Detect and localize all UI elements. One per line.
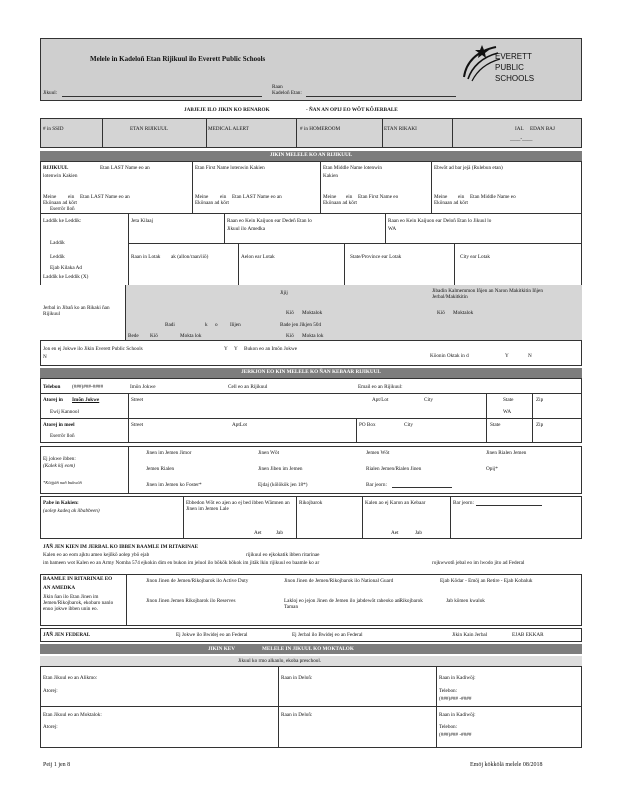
bade-jik-label: Bade jen Jikjen 504: [280, 322, 322, 328]
aelon-lotak-label: Aelon ear Lotak: [241, 254, 275, 260]
addr-row-bottom: [40, 418, 582, 419]
raan-delon-1: Raan in Deloñ:: [281, 675, 313, 681]
pabe-div-3: [362, 496, 363, 539]
phone-row-bottom: [40, 393, 582, 394]
mokta-option-3[interactable]: Mokta lok: [180, 333, 202, 339]
zip-label: Zip: [536, 397, 544, 403]
phone-1[interactable]: (###)### -####: [439, 696, 472, 702]
ekonaan-label: Ekōnaan ad kōrt: [43, 200, 77, 206]
military-opt-6: /Rikojbarok: [398, 598, 423, 604]
jerbal-text: Jerbal in Jibañ ko an Rikaki ñan Rijikuul: [43, 305, 110, 317]
bede-label: Bede: [128, 333, 139, 339]
first-name-label: Etan First Name lotenwin Kakien: [195, 165, 265, 171]
military-line-1b: rijikuul eo ejkokatik ibben ritarinae: [246, 552, 320, 558]
living-opt-10[interactable]: Ejdaj (kōlōkōk jen 18*): [258, 482, 308, 488]
meine-label-4: Meine: [434, 194, 448, 200]
name-div-3: [431, 161, 432, 213]
pabe-note: (aolep kadeq ak ilbabbeen): [43, 508, 100, 514]
pabe-label: Pabe in Kakien:: [43, 500, 79, 506]
name-div-1: [192, 161, 193, 213]
etan-first-kakien-3: Etan First Name eo: [358, 194, 399, 200]
bar-jeorn-label: Bar jeorn:: [453, 500, 474, 506]
n-option-left[interactable]: N: [43, 354, 47, 360]
contact-frame: [40, 378, 582, 443]
office-divider-4: [382, 118, 383, 148]
ej-jokwe-label: Ej jokwe ibben:: [43, 456, 76, 462]
k-label: k: [205, 322, 208, 328]
schools-div-1: [278, 666, 279, 748]
po-box-label: PO Box: [359, 422, 376, 428]
office-divider-2: [206, 118, 207, 148]
jab-option-1[interactable]: Jab: [276, 530, 283, 536]
state-lotak-label: State/Province ear Lotak: [350, 254, 402, 260]
middle-name-label: Etan Middle Name lotenwin: [323, 165, 382, 171]
y-option-1[interactable]: Y: [224, 346, 228, 352]
jeta-kilaaj-label: Jeta Kilaaj: [131, 218, 154, 224]
state-label-2: State: [490, 422, 501, 428]
amedka-label: Jikuul ilo Amedka: [227, 226, 266, 232]
living-opt-5[interactable]: Jemen Rialen: [146, 466, 175, 472]
ial-label: IAL: [515, 126, 524, 132]
baamle-head: BAAMLE IN RITARINAE EO: [43, 576, 113, 582]
living-div: [128, 446, 129, 494]
kio-option-3[interactable]: Kiō: [150, 333, 158, 339]
kalen-text: Kalen ao ej Karon an Kebaar: [365, 500, 426, 506]
atorej-2: Atorej:: [43, 724, 58, 730]
military-opt-4-text: Jinon Jinen Jemen Rikojbarok ilo Reserves: [146, 598, 236, 604]
meine-label-3: Meine: [323, 194, 337, 200]
edan-baj-blank[interactable]: ____-____: [510, 136, 533, 142]
pabe-div-1: [183, 496, 184, 539]
services-div: [125, 285, 126, 340]
military-opt-7[interactable]: Jab kōmen kwalok: [446, 598, 485, 604]
email-label: Email eo an Rijikuul:: [358, 384, 403, 390]
jikin-desc: [43, 594, 123, 612]
living-opt-4[interactable]: Jinen Rialen Jemen: [486, 450, 527, 456]
y-option-3[interactable]: Y: [505, 353, 509, 359]
addr-div-2: [356, 418, 357, 443]
eserror-label: Eserrōr lloñ: [50, 206, 75, 212]
state-label: State: [503, 397, 514, 403]
living-opt-8[interactable]: Opij*: [486, 466, 498, 472]
atorej-1: Atorej:: [43, 688, 58, 694]
y-option-2[interactable]: Y: [234, 346, 238, 352]
middle-kakien-label: Kakien: [323, 173, 338, 179]
living-opt-11[interactable]: Bar jeorn:: [366, 482, 387, 488]
jikin-desc-text: Jikin ñan ilo Etan Jinen im Jemen/Rikojbarok, ekobaro nanlo enuo jokwe ibben unin eo.: [43, 594, 114, 612]
federal-opt-1[interactable]: Ej Jokwe ilo Bwidej eo an Federal: [176, 632, 248, 638]
office-title-right: - ÑAN AN OPIJ EO WŌT KŌJERBALE: [306, 107, 398, 113]
office-frame: [40, 118, 582, 148]
services-row-bottom: [40, 340, 582, 341]
raan-delon-2: Raan in Deloñ:: [281, 712, 313, 718]
ebwot-label: Ebwōt ad bar jejā (Rulebun etan): [434, 165, 503, 171]
birth-div-2: [344, 243, 345, 285]
raan-keln-jikuul: Raan eo Kein Kaijuon ear Deloñ Etan lo Jikuul lo: [388, 218, 492, 224]
last-name-label: Etan LAST Name eo an: [100, 165, 150, 171]
federal-opt-2[interactable]: Ej Jerbal ilo Bwidej eo an Federal: [292, 632, 363, 638]
raan-kadiwoj-2: Raan in Kadiwōj:: [439, 712, 476, 718]
revised-date: Emōj kōkkōlā melele 08/2018: [470, 762, 543, 768]
bar-jeorn-line[interactable]: [476, 505, 542, 506]
ekonaan-label-4: Ekōnaan ad kōrt: [434, 200, 468, 206]
ejab-kilaka-option[interactable]: Ejab Kilaka Ad: [50, 265, 82, 271]
military-opt-4[interactable]: [146, 598, 276, 604]
kalen-label: [365, 500, 449, 506]
kio-option-4[interactable]: Kiō: [286, 333, 294, 339]
ijen-label: Iñjen: [230, 322, 241, 328]
schools-band-title: MELELE IN JIKUUL KO MOKTALOK: [262, 646, 354, 652]
military-opt-2[interactable]: [284, 578, 424, 584]
raan-kadiwoj-1: Raan in Kadiwōj:: [439, 675, 476, 681]
logo-text-2: PUBLIC: [495, 63, 524, 72]
military-opt-3[interactable]: [440, 578, 550, 584]
homeroom-label: # in HOMEROOM: [300, 126, 341, 132]
office-divider-3: [296, 118, 297, 148]
street-label-2: Street: [131, 422, 144, 428]
schools-sub: Jikuul ko rmo alkanlo, ekoba preschool.: [238, 658, 322, 664]
military-opt-2-text: Jinon Jinen de Jemen/Rikojbarok ilo National Guard: [284, 578, 394, 584]
name-div-2: [320, 161, 321, 213]
kio-option[interactable]: Kiō: [286, 310, 294, 316]
raan-line[interactable]: [306, 96, 456, 97]
military-line-2a: im bameen wot Kalen eo an Army Nomba 574 ejkokin dim en bukon im jeluol ilo bōkōk bōkok im jitāk lkin rijikuul eo baamle ko ar: [43, 560, 320, 566]
imon-jokwe-label-2: Imōn Jokwe: [72, 397, 100, 403]
rikojbarok-label: Rikojbarok: [299, 500, 323, 506]
bukon-label: Bukon eo an Imōn Jokwe: [244, 346, 298, 352]
grade-row-bottom: [128, 243, 582, 244]
living-opt-1[interactable]: Jinen im Jemen Jimor: [146, 450, 192, 456]
laddik-ke-label: Laddik ke Leddik (X): [43, 274, 89, 280]
o-label: o: [215, 322, 218, 328]
city-lotak-label: City ear Lotak: [460, 254, 490, 260]
amedka-head: AN AMEDKA: [43, 585, 76, 591]
zip-label-2: Zip: [536, 422, 544, 428]
raan-in-lotak-label: Raan in Lotak: [131, 254, 161, 260]
street-label: Street: [131, 397, 144, 403]
telebon-2: Telebon:: [439, 724, 458, 730]
jab-option-2[interactable]: Jab: [415, 530, 422, 536]
office-divider-1: [102, 118, 103, 148]
etan-last-kakien: Etan LAST Name eo an: [80, 194, 130, 200]
grade-div-2: [224, 213, 225, 243]
eserror-label-2: Eserrōr lloñ: [50, 433, 75, 439]
federal-opt-4[interactable]: EJAB EKKAR: [512, 632, 544, 638]
mokta-option-4[interactable]: Mokta lok: [302, 333, 324, 339]
wa-label: WA: [388, 226, 397, 232]
military-head: JĀÑ JEN KIEN IM JERBAL KO IBBEN BAAMLE IM RITARINAE: [43, 544, 199, 550]
jokwe-question: Jon en ej Jokwe ilo Jikin Everett Public Schools: [43, 346, 143, 352]
city-label: City: [424, 397, 433, 403]
schools-mid: [40, 706, 582, 707]
edan-baj-label: EDAN BAJ: [530, 126, 555, 132]
ssid-label: # in SSID: [43, 126, 64, 132]
office-divider-5: [452, 118, 453, 148]
rijikuul-label: RIJIKUUL: [43, 165, 69, 171]
mokta-option[interactable]: Moktalok: [302, 310, 323, 316]
jibadin-text: Jibadin Kalmemmon Iñjen an Naron Makitkitin Iñjen Jerbal/Makitkitin: [432, 288, 543, 300]
atorej-meel-label: Atorej in meel: [43, 422, 75, 428]
jerbal-label: [43, 305, 123, 317]
kadelon-etan-label: Kadeloñ Etan:: [272, 90, 302, 96]
lotenwin-label: lotenwin Kakien: [43, 173, 78, 179]
pabe-div-4: [450, 496, 451, 539]
pabe-div-2: [296, 496, 297, 539]
jibadin-label: [432, 288, 552, 300]
badi-label: Badi: [165, 322, 175, 328]
meine-label-2: Meine: [195, 194, 209, 200]
office-title-left: JABJEJE ILO JIKIN KO RENAROK: [184, 107, 270, 113]
living-opt-9[interactable]: Jinen im Jemen ko Foster*: [146, 482, 202, 488]
logo-text-3: SCHOOLS: [495, 74, 535, 83]
apt-label: Apt/Lot: [372, 397, 389, 403]
jikuul-line[interactable]: [62, 96, 262, 97]
mokta-option-2[interactable]: Moktalok: [453, 310, 474, 316]
laddik-label: Laddik ke Leddik:: [43, 218, 82, 224]
aet-option-1[interactable]: Aet: [254, 530, 262, 536]
living-note: *Kōtjjāñ nañ bukwōñ: [43, 480, 82, 485]
cell-label: Cell eo an Rijikuul: [228, 384, 268, 390]
etan-first-kakien: Etan LAST Name eo an: [232, 194, 282, 200]
birth-div-3: [454, 243, 455, 285]
military-line-2b: rojkwwotñ jebal eo im lwodo jito ad Federal: [432, 560, 525, 566]
form-title: Melele in Kadeloñ Etan Rijikuul ilo Everett Public Schools: [90, 55, 266, 63]
living-opt-7[interactable]: Rialen Jemen/Rialen Jinen: [366, 466, 422, 472]
ein-label-2: ein: [220, 194, 227, 200]
kalek-label: (Kalek kij eom): [43, 463, 75, 469]
imon-jokwe-label: Imōn Jokwe: [130, 384, 156, 390]
ewij-label: Ewij Kannool: [50, 409, 79, 415]
ekonaan-label-2: Ekōnaan ad kōrt: [195, 200, 229, 206]
etan-jikuul-mokta: Etan Jikuul eo an Moktalok:: [43, 712, 102, 718]
living-opt-2[interactable]: Jinen Wōt: [258, 450, 280, 456]
section-band-contact: JERKJON EO KIN MELELE KO ÑAN KEBAAR RIJIKUUL: [40, 368, 582, 378]
telebon-1: Telebon:: [439, 688, 458, 694]
kio-option-2[interactable]: Kiō: [437, 310, 445, 316]
living-opt-6[interactable]: Jinen Jiben im Jemen: [258, 466, 303, 472]
apt-label-2: AptLot: [232, 422, 247, 428]
section-band-student: JIKIN MELELE KO AN RIJIKUUL: [40, 151, 582, 161]
raan-label: Raan: [272, 84, 283, 90]
raan-keln-lotak: Raan eo Kein Kaijuon ear Dedeñ Etan lo: [227, 218, 312, 224]
etan-jikuul-alkmo: Etan Jikuul eo an Alikmo:: [43, 675, 98, 681]
telebon-label: Telebon: [43, 384, 61, 390]
military-opt-1[interactable]: [146, 578, 276, 584]
military-opt-3-text: Ejab Kōdar - Emōj an Retire - Ejab Kobaluk: [440, 578, 533, 584]
military-opt-5[interactable]: [284, 598, 404, 610]
living-opt-3[interactable]: Jemen Wōt: [366, 450, 390, 456]
birth-div-1: [238, 243, 239, 285]
ein-label-3: ein: [346, 194, 353, 200]
logo-text-1: EVERETT: [495, 52, 532, 61]
grade-div: [128, 213, 129, 285]
meine-label: Meine: [43, 194, 57, 200]
schools-div-2: [436, 666, 437, 748]
atorej-label: Atorej in: [43, 397, 63, 403]
grade-div-3: [385, 213, 386, 243]
military-opt-1-text: Jinon Jinen de Jemen/Rikojbarok ilo Active Duty: [146, 578, 249, 584]
city-label-2: City: [404, 422, 413, 428]
koonin-label: Kōonin Oktak in d: [430, 353, 469, 359]
federal-opt-3[interactable]: Jikin Kain Jerbal: [452, 632, 488, 638]
ein-label-4: ein: [458, 194, 465, 200]
medical-alert-label: MEDICAL ALERT: [208, 126, 249, 132]
etan-rikaki-label: ETAN RIKAKI: [384, 126, 417, 132]
federal-head: JĀÑ JEN FEDERAL: [43, 632, 91, 638]
page-number: Peij 1 jen 8: [43, 762, 71, 768]
ak-label: ak (allon/raan/iiō): [171, 254, 209, 260]
laddik-option[interactable]: Laddik: [50, 240, 65, 246]
aet-option-2[interactable]: Aet: [391, 530, 399, 536]
ebbedon-label: [186, 500, 294, 512]
military-opt-5-text: Lakloj eo jejon Jinen de Jemen ilo jabdewōt raheoko an Taman: [284, 598, 400, 610]
military-line-1a: Kalen eo ao eom ajktu ameo kejñkō aolep ybō ejab: [43, 552, 150, 558]
ein-label: ein: [68, 194, 75, 200]
ebbedon-text: Ebbedon Wōt eo ajen ao ej bed ibben Wāmnen an Jinen im Jemen Lale: [186, 500, 290, 512]
schools-band-left: JIKIN KEV: [208, 646, 235, 652]
living-other-line[interactable]: [392, 487, 452, 488]
etan-rijikuul-label: ETAN RIJIKUUL: [130, 126, 169, 132]
n-option-right[interactable]: N: [528, 353, 532, 359]
phone-2[interactable]: (###)### -####: [439, 732, 472, 738]
name-row-bottom: [40, 213, 582, 214]
jikuul-label: Jikuul:: [43, 90, 58, 96]
etan-middle-kakien: Etan Middle Name eo: [470, 194, 516, 200]
military-div: [126, 574, 127, 626]
leddik-option[interactable]: Leddik: [50, 254, 65, 260]
phone-placeholder[interactable]: (###)###-####: [72, 384, 104, 390]
wa-state: WA: [503, 409, 512, 415]
jiji-label: Jijij: [280, 290, 288, 296]
ekonaan-label-3: Ekōnaan ad kōrt: [323, 200, 357, 206]
